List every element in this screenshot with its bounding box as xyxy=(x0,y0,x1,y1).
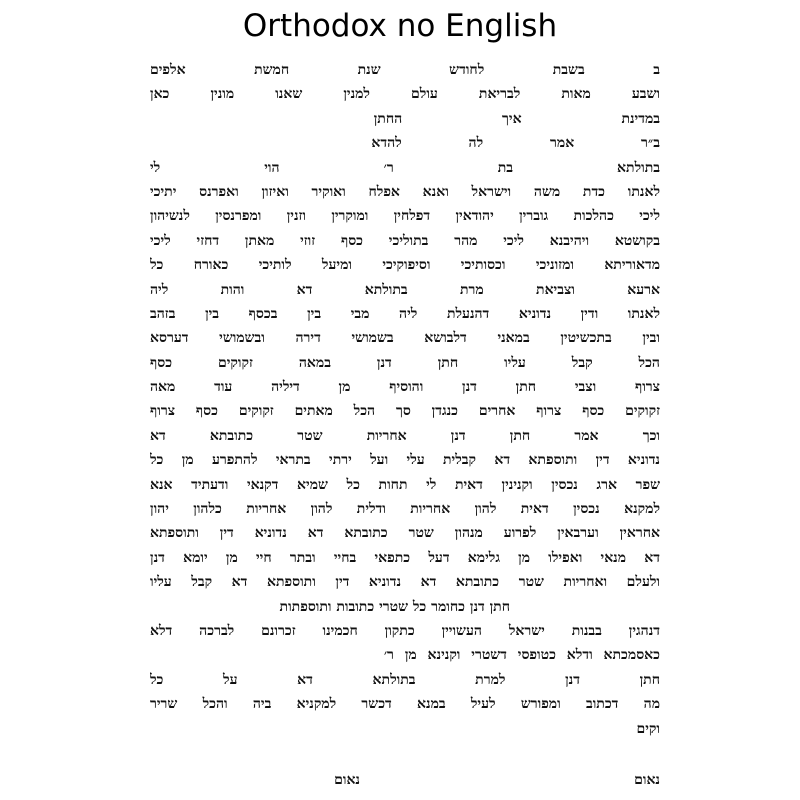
text-line: ב״ר אמר לה להדא xyxy=(371,135,660,152)
text-line: למקנא נכסין דאית להון אחריות ודלית להון אחריות כלהון יהון xyxy=(150,501,660,518)
signature-label-right: נאום xyxy=(634,772,660,788)
text-line: בתולתא בת ר׳ הוי לי xyxy=(150,159,660,176)
text-line: מדאוריתא ומזוניכי וכסותיכי וסיפוקיכי ומיעל לותיכי כאורח כל xyxy=(150,257,660,274)
text-line: חתן דנן למרת בתולתא דא על כל xyxy=(150,671,660,688)
text-line: דנהגין בבנות ישראל העשויין כתקון חכמינו זכרונם לברכה דלא xyxy=(150,622,660,639)
ketubah-text xyxy=(150,58,660,741)
signature-lines xyxy=(150,772,660,796)
text-line: בקושטא ויהיבנא ליכי מהר בתוליכי כסף זוזי מאתן דחזי ליכי xyxy=(150,232,660,249)
text-line: חתן דנן כחומר כל שטרי כתובות ותוספתות xyxy=(279,598,510,615)
text-line: ליכי כהלכות גוברין יהודאין דפלחין ומוקרין וזנין ומפרנסין לנשיהון xyxy=(150,208,660,225)
text-line: דא מנאי ואפילו מן גלימא דעל כתפאי בחיי ובתר חיי מן יומא דנן xyxy=(150,549,660,566)
text-line: מה דכתוב ומפורש לעיל במנא דכשר למקניא ביה והכל שריר xyxy=(150,696,660,713)
text-line: וקים xyxy=(636,720,660,737)
text-line: הכל קבל עליו חתן דנן במאה זקוקים כסף xyxy=(150,354,660,371)
text-line: אחראין וערבאין לפרוע מנהון שטר כתובתא דא נדוניא דין ותוספתא xyxy=(150,525,660,542)
signature-label-middle: נאום xyxy=(334,772,360,788)
text-line: צרוף וצבי חתן דנן והוסיף מן דיליה עוד מאה xyxy=(150,379,660,396)
text-line: במדינת איך החתן xyxy=(373,110,660,127)
text-line: זקוקים כסף צרוף אחרים כנגדן סך הכל מאתים זקוקים כסף צרוף xyxy=(150,403,660,420)
text-line: נדוניא דין ותוספתא דא קבלית עלי ועל ירתי בתראי להתפרע מן כל xyxy=(150,452,660,469)
text-line: לאנתו ודין נדוניא דהנעלת ליה מבי בין בכסף בין בזהב xyxy=(150,305,660,322)
text-line: ארעא וצביאת מרת בתולתא דא והות ליה xyxy=(150,281,660,298)
text-line: ושבע מאות לבריאת עולם למנין שאנו מונין כאן xyxy=(150,86,660,103)
text-line: ב בשבת לחודש שנת חמשת אלפים xyxy=(150,62,660,78)
page-title: Orthodox no English xyxy=(242,8,558,44)
text-line: לאנתו כדת משה וישראל ואנא אפלח ואוקיר ואיזון ואפרנס יתיכי xyxy=(150,183,660,200)
text-line: שפר ארג נכסין וקנינין דאית לי תחות כל שמיא דקנאי ודעתיד אנא xyxy=(150,476,660,493)
text-line: ובין בתכשיטין במאני דלבושא בשמושי דירה ובשמושי דערסא xyxy=(150,330,660,347)
text-line: ולעלם ואחריות שטר כתובתא דא נדוניא דין ותוספתא דא קבל עליו xyxy=(150,574,660,591)
text-line: כאסמכתא ודלא כטופסי דשטרי וקנינא מן ר׳ xyxy=(383,647,660,664)
text-line: וכך אמר חתן דנן אחריות שטר כתובתא דא xyxy=(150,427,660,444)
